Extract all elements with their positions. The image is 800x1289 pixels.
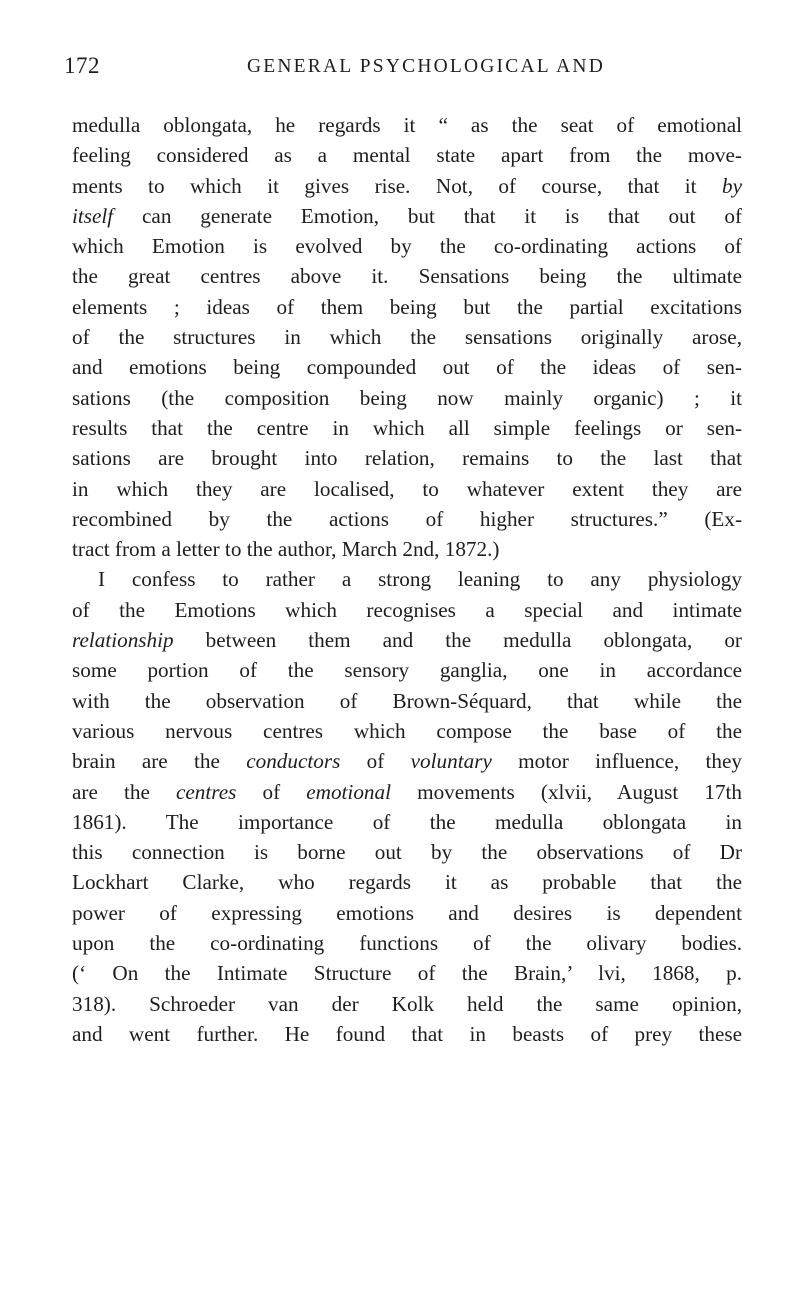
text-line: upon the co-ordinating functions of the olivary bodies. bbox=[72, 931, 742, 956]
text-line: medulla oblongata, he regards it “ as the seat of emotional bbox=[72, 113, 742, 137]
text-line: tract from a letter to the author, March 2nd, 1872.) bbox=[72, 537, 500, 562]
text-fragment: ments to which it gives rise. Not, of course, that it bbox=[72, 173, 722, 198]
italic-phrase: relationship bbox=[72, 628, 174, 653]
text-line: power of expressing emotions and desires is dependent bbox=[72, 900, 742, 925]
text-line: recombined by the actions of higher structures.” (Ex- bbox=[72, 506, 742, 531]
text-line: I confess to rather a strong leaning to any physiology bbox=[98, 567, 742, 592]
text-line bbox=[72, 201, 742, 231]
text-line: of the structures in which the sensations originally arose, bbox=[72, 325, 742, 350]
text-line: (‘ On the Intimate Structure of the Brain,’ lvi, 1868, p. bbox=[72, 961, 742, 986]
text-line: and went further. He found that in beasts of prey these bbox=[72, 1021, 742, 1046]
text-line: which Emotion is evolved by the co-ordinating actions of bbox=[72, 234, 742, 259]
text-line: in which they are localised, to whatever extent they are bbox=[72, 476, 742, 501]
text-line: sations (the composition being now mainly organic) ; it bbox=[72, 385, 742, 410]
text-line: the great centres above it. Sensations being the ultimate bbox=[72, 264, 742, 289]
text-line: 1861). The importance of the medulla oblongata in bbox=[72, 809, 742, 834]
text-line: various nervous centres which compose the base of the bbox=[72, 718, 742, 743]
text-line: and emotions being compounded out of the ideas of sen- bbox=[72, 355, 742, 380]
running-head bbox=[64, 50, 742, 90]
italic-phrase: emotional bbox=[306, 779, 391, 804]
book-page bbox=[64, 50, 743, 1049]
text-line: Lockhart Clarke, who regards it as probable that the bbox=[72, 870, 742, 895]
text-fragment: between them and the medulla oblongata, or bbox=[173, 628, 742, 653]
italic-phrase: by bbox=[722, 173, 742, 198]
text-line: results that the centre in which all simple feelings or sen- bbox=[72, 415, 742, 440]
italic-phrase: itself bbox=[72, 203, 114, 228]
text-line bbox=[72, 777, 742, 807]
text-line: 318). Schroeder van der Kolk held the same opinion, bbox=[72, 991, 742, 1016]
text-fragment: of bbox=[340, 749, 411, 774]
text-line: elements ; ideas of them being but the partial excitations bbox=[72, 294, 742, 319]
body-text bbox=[72, 110, 742, 1049]
text-fragment: of bbox=[236, 779, 307, 804]
text-line: sations are brought into relation, remains to the last that bbox=[72, 446, 742, 471]
running-title: GENERAL PSYCHOLOGICAL AND bbox=[247, 56, 605, 77]
text-line: this connection is borne out by the observations of Dr bbox=[72, 840, 742, 865]
text-line: some portion of the sensory ganglia, one in accordance bbox=[72, 658, 742, 683]
page-number: 172 bbox=[64, 53, 100, 78]
italic-phrase: conductors bbox=[246, 749, 341, 774]
text-fragment: are the bbox=[72, 779, 176, 804]
text-fragment: can generate Emotion, but that it is that out of bbox=[113, 203, 742, 228]
text-fragment: motor influence, they bbox=[491, 749, 742, 774]
italic-phrase: voluntary bbox=[410, 749, 492, 774]
text-line bbox=[72, 625, 742, 655]
text-fragment: movements (xlvii, August 17th bbox=[391, 779, 743, 804]
text-fragment: brain are the bbox=[72, 749, 247, 774]
text-line: of the Emotions which recognises a special and intimate bbox=[72, 597, 742, 622]
text-line: with the observation of Brown-Séquard, that while the bbox=[72, 688, 742, 713]
text-line bbox=[72, 746, 742, 776]
text-line bbox=[72, 171, 742, 201]
italic-phrase: centres bbox=[175, 779, 237, 804]
text-line: feeling considered as a mental state apart from the move- bbox=[72, 143, 742, 168]
